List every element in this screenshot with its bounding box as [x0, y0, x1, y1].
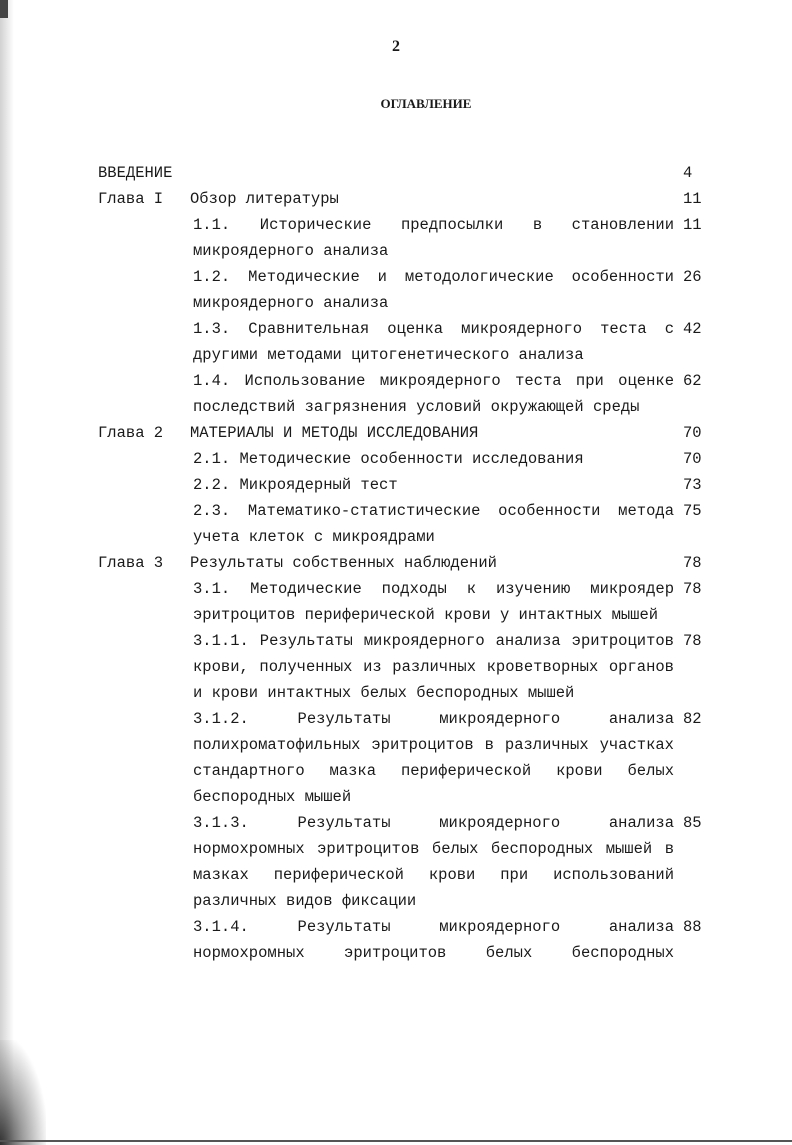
toc-entry-page: 73	[683, 476, 702, 494]
toc-entry-title: Результаты собственных наблюдений	[190, 554, 497, 572]
toc-entry-page: 75	[683, 502, 702, 520]
scan-bottom-edge	[0, 1140, 792, 1142]
toc-chapter-label: Глава 2	[98, 424, 164, 442]
toc-entry-1-2	[0, 264, 792, 316]
toc-entry-3-1-4	[0, 914, 792, 966]
table-of-contents	[0, 160, 792, 966]
toc-entry-page: 70	[683, 450, 702, 468]
toc-entry-title: 3.1.4. Результаты микроядерного анализа нормохромных эритроцитов белых беспородных	[193, 918, 674, 962]
toc-entry-title: 3.1. Методические подходы к изучению микроядер эритроцитов периферической крови у интактных мышей	[193, 580, 674, 624]
toc-entry-chapter-3	[0, 550, 792, 576]
toc-entry-2-2	[0, 472, 792, 498]
toc-chapter-label: Глава I	[98, 190, 164, 208]
toc-title: ОГЛАВЛЕНИЕ	[380, 96, 472, 111]
toc-entry-1-3	[0, 316, 792, 368]
scan-corner-smudge	[0, 1040, 46, 1145]
toc-entry-title: 1.1. Исторические предпосылки в становлении микроядерного анализа	[193, 216, 674, 260]
toc-entry-title: 2.3. Математико-статистические особенности метода учета клеток с микроядрами	[193, 502, 674, 546]
toc-entry-title: 3.1.1. Результаты микроядерного анализа эритроцитов крови, полученных из различных кроветворных органов и крови интактных белых беспородных мышей	[193, 632, 674, 702]
toc-entry-3-1-3	[0, 810, 792, 914]
toc-entry-chapter-2	[0, 420, 792, 446]
toc-entry-page: 70	[683, 424, 702, 442]
toc-entry-page: 62	[683, 372, 702, 390]
toc-entry-chapter-1	[0, 186, 792, 212]
toc-entry-1-4	[0, 368, 792, 420]
toc-entry-title: 1.2. Методические и методологические особенности микроядерного анализа	[193, 268, 674, 312]
toc-entry-title: 1.3. Сравнительная оценка микроядерного теста с другими методами цитогенетического анализа	[193, 320, 674, 364]
toc-entry-page: 78	[683, 580, 702, 598]
toc-entry-page: 78	[683, 632, 702, 650]
toc-entry-page: 42	[683, 320, 702, 338]
toc-entry-page: 4	[683, 164, 693, 182]
toc-entry-title: МАТЕРИАЛЫ И МЕТОДЫ ИССЛЕДОВАНИЯ	[190, 424, 479, 442]
toc-entry-3-1	[0, 576, 792, 628]
toc-entry-title: 3.1.3. Результаты микроядерного анализа нормохромных эритроцитов белых беспородных мышей в мазках периферической крови при использований различных видов фиксации	[193, 814, 674, 910]
page-number: 2	[392, 38, 400, 55]
toc-entry-title: 3.1.2. Результаты микроядерного анализа полихроматофильных эритроцитов в различных участках стандартного мазка периферической крови белых беспородных мышей	[193, 710, 674, 806]
toc-entry-3-1-2	[0, 706, 792, 810]
toc-entry-page: 82	[683, 710, 702, 728]
scan-corner-mark	[0, 0, 8, 18]
toc-entry-page: 11	[683, 216, 702, 234]
toc-chapter-label: Глава 3	[98, 554, 164, 572]
toc-entry-title: 2.1. Методические особенности исследования	[193, 450, 584, 468]
toc-entry-1-1	[0, 212, 792, 264]
toc-entry-title: ВВЕДЕНИЕ	[98, 164, 173, 182]
toc-entry-2-3	[0, 498, 792, 550]
toc-entry-page: 11	[683, 190, 702, 208]
toc-entry-title: 2.2. Микроядерный тест	[193, 476, 398, 494]
toc-entry-introduction	[0, 160, 792, 186]
toc-entry-page: 85	[683, 814, 702, 832]
toc-entry-3-1-1	[0, 628, 792, 706]
toc-entry-page: 26	[683, 268, 702, 286]
toc-entry-title: 1.4. Использование микроядерного теста при оценке последствий загрязнения условий окружающей среды	[193, 372, 674, 416]
toc-entry-page: 78	[683, 554, 702, 572]
toc-entry-page: 88	[683, 918, 702, 936]
toc-entry-2-1	[0, 446, 792, 472]
toc-entry-title: Обзор литературы	[190, 190, 339, 208]
